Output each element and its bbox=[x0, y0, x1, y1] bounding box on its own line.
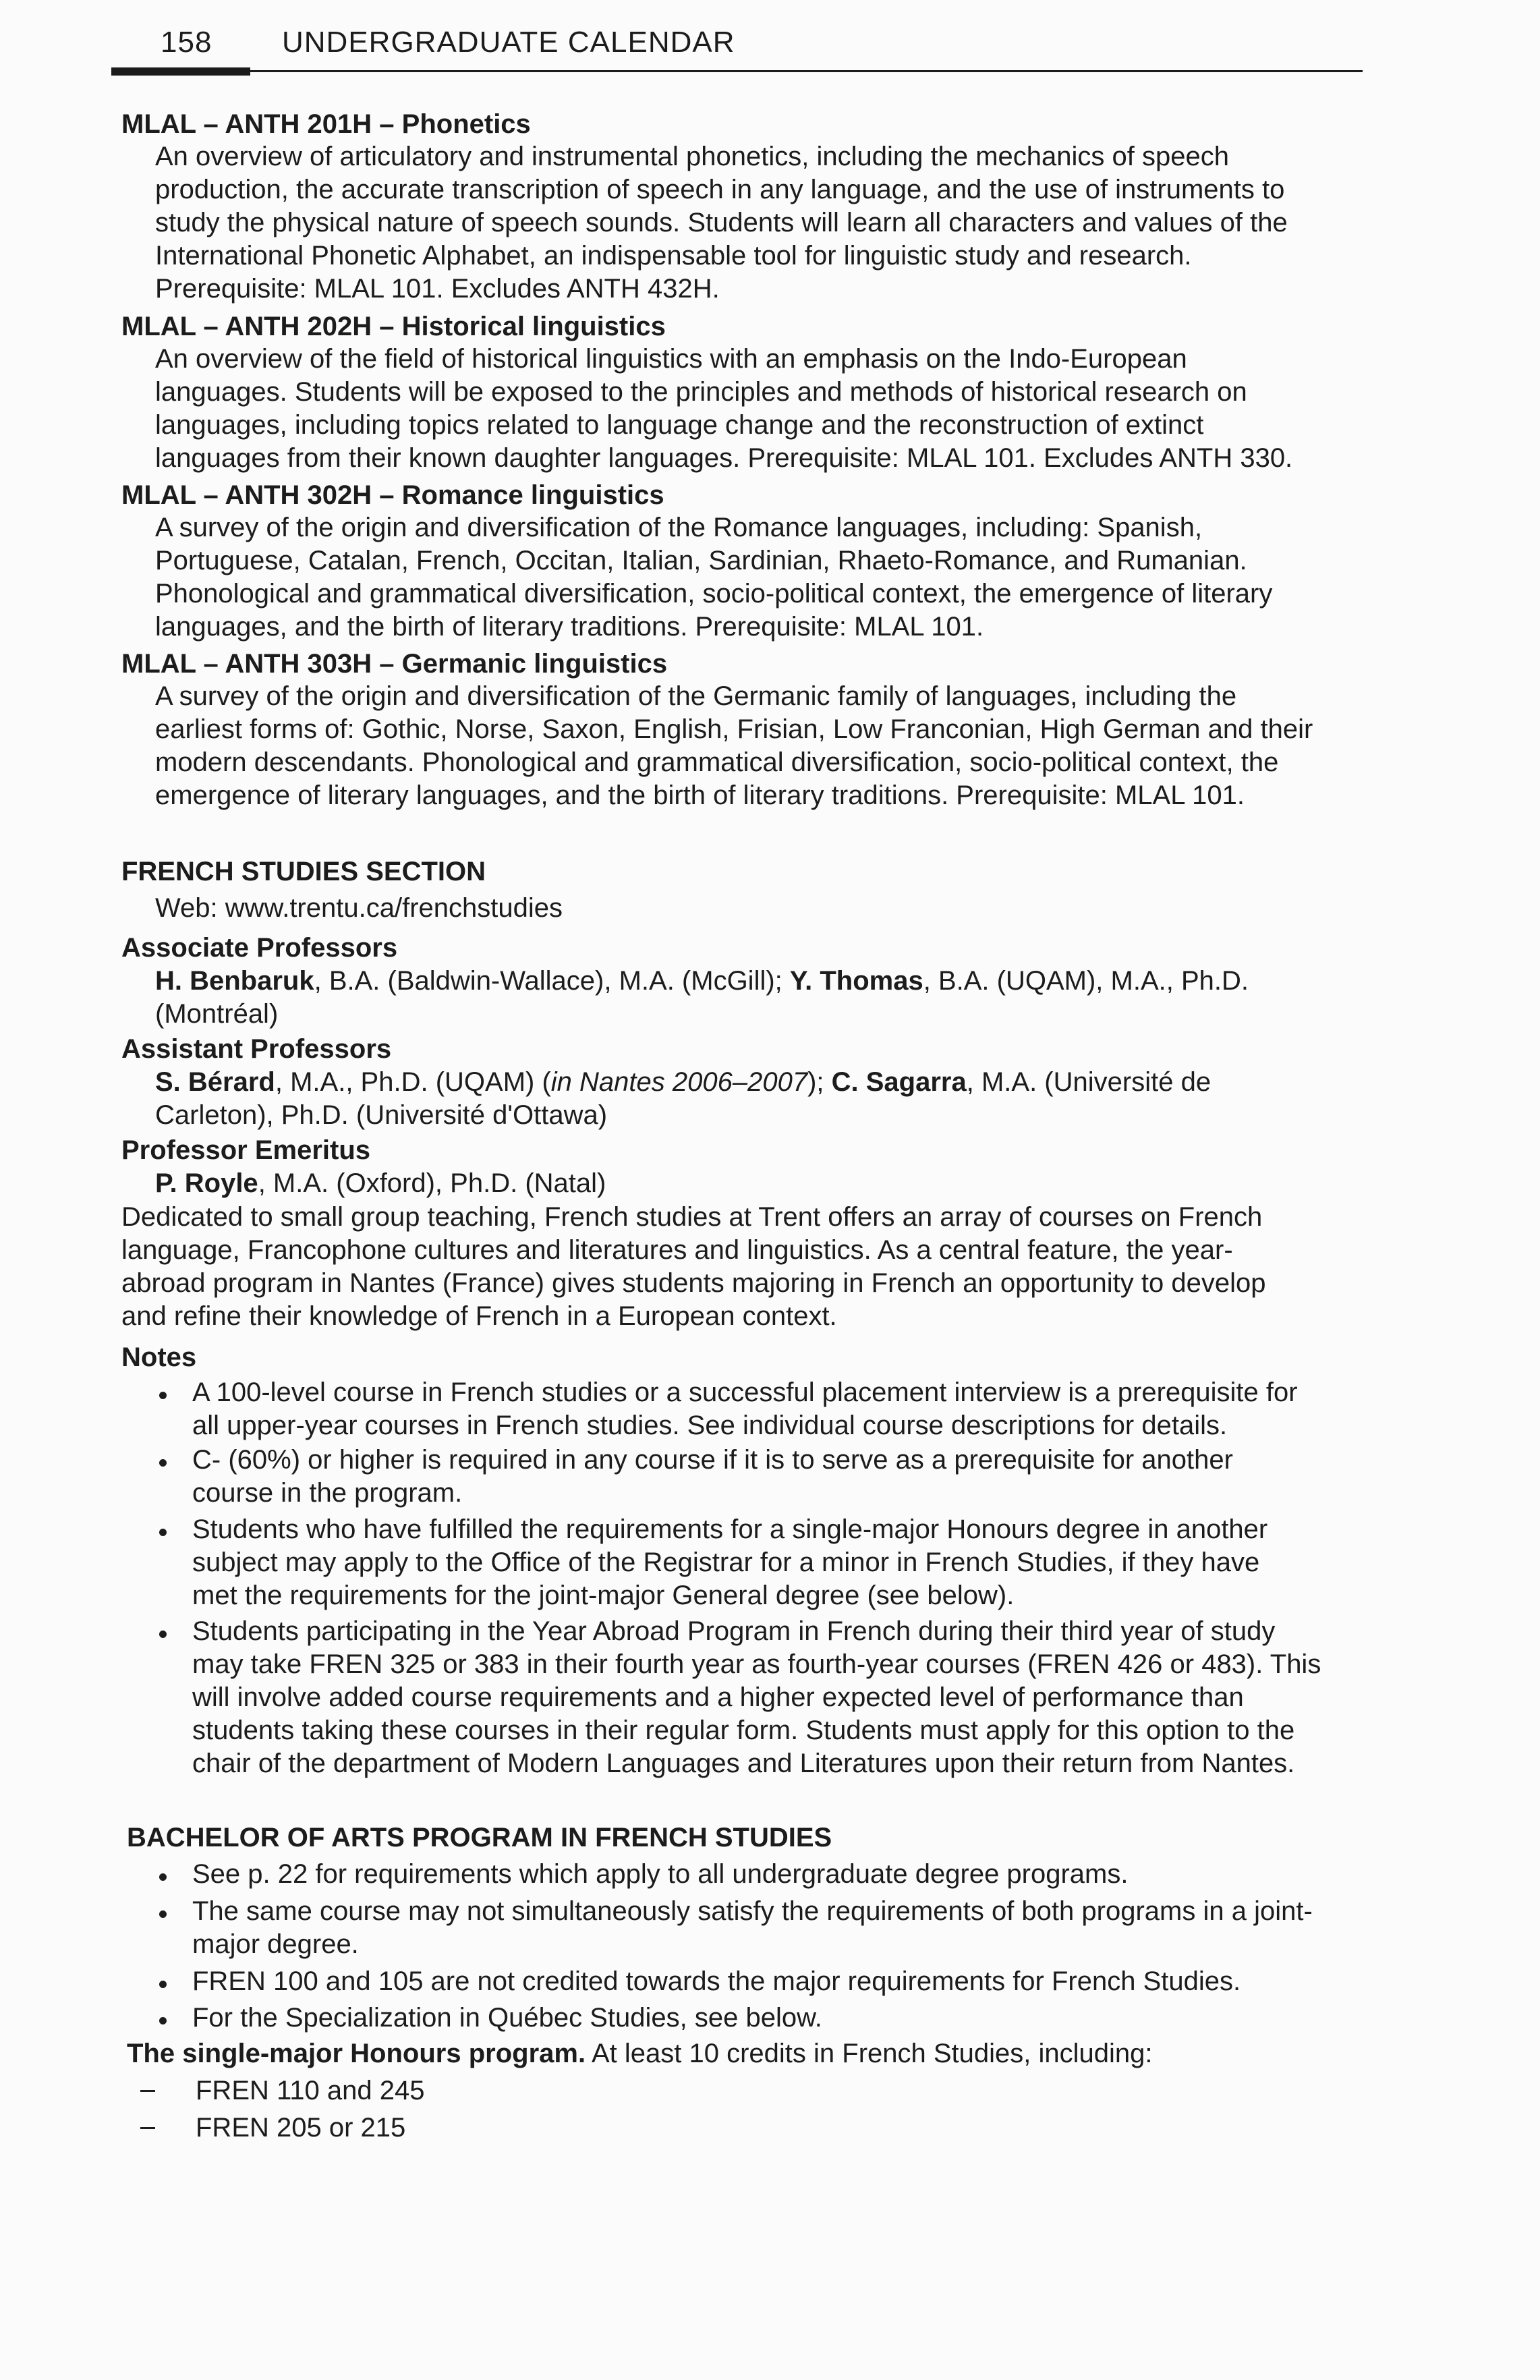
note-line: C- (60%) or higher is required in any course if it is to serve as a prerequisite for another bbox=[192, 1445, 1233, 1475]
header-rule bbox=[111, 70, 1363, 72]
bullet-icon bbox=[159, 1631, 167, 1638]
faculty-entry-continued: (Montréal) bbox=[155, 999, 279, 1029]
faculty-entry-continued: Carleton), Ph.D. (Université d'Ottawa) bbox=[155, 1100, 608, 1130]
program-rule-line: For the Specialization in Québec Studies, see below. bbox=[192, 2003, 822, 2033]
honours-program-intro: The single-major Honours program. At least 10 credits in French Studies, including: bbox=[127, 2039, 1153, 2068]
bullet-icon bbox=[159, 1873, 167, 1881]
course-description-line: production, the accurate transcription of speech in any language, and the use of instruments to bbox=[155, 175, 1285, 204]
note-line: will involve added course requirements and a higher expected level of performance than bbox=[192, 1682, 1244, 1712]
requirement-item: FREN 205 or 215 bbox=[196, 2113, 406, 2143]
dash-bullet-icon bbox=[140, 2127, 155, 2129]
header-rule-accent bbox=[111, 67, 250, 76]
notes-heading: Notes bbox=[121, 1342, 197, 1372]
section-intro-line: language, Francophone cultures and literatures and linguistics. As a central feature, the year- bbox=[121, 1235, 1233, 1265]
bullet-icon bbox=[159, 1529, 167, 1536]
dash-bullet-icon bbox=[140, 2090, 155, 2092]
course-description-line: earliest forms of: Gothic, Norse, Saxon, English, Frisian, Low Franconian, High German and their bbox=[155, 714, 1313, 744]
running-title: UNDERGRADUATE CALENDAR bbox=[282, 26, 735, 59]
faculty-entry: H. Benbaruk, B.A. (Baldwin-Wallace), M.A. (McGill); Y. Thomas, B.A. (UQAM), M.A., Ph.D. bbox=[155, 966, 1249, 996]
bullet-icon bbox=[159, 1981, 167, 1988]
course-description-line: Phonological and grammatical diversification, socio-political context, the emergence of literary bbox=[155, 579, 1273, 608]
faculty-rank-heading: Assistant Professors bbox=[121, 1034, 392, 1064]
course-description-line: languages, including topics related to language change and the reconstruction of extinct bbox=[155, 410, 1204, 440]
section-intro-line: Dedicated to small group teaching, French studies at Trent offers an array of courses on French bbox=[121, 1202, 1263, 1232]
note-line: may take FREN 325 or 383 in their fourth year as fourth-year courses (FREN 426 or 483). This bbox=[192, 1649, 1321, 1679]
course-title: MLAL – ANTH 302H – Romance linguistics bbox=[121, 480, 664, 510]
course-description-line: languages from their known daughter languages. Prerequisite: MLAL 101. Excludes ANTH 330. bbox=[155, 443, 1293, 473]
program-rule-line: See p. 22 for requirements which apply to all undergraduate degree programs. bbox=[192, 1859, 1129, 1889]
course-description-line: A survey of the origin and diversification of the Germanic family of languages, including the bbox=[155, 681, 1237, 711]
note-line: subject may apply to the Office of the Registrar for a minor in French Studies, if they have bbox=[192, 1548, 1260, 1577]
course-description-line: languages. Students will be exposed to the principles and methods of historical research on bbox=[155, 377, 1247, 407]
section-heading: BACHELOR OF ARTS PROGRAM IN FRENCH STUDIES bbox=[127, 1823, 832, 1852]
requirement-item: FREN 110 and 245 bbox=[196, 2076, 425, 2105]
faculty-entry: P. Royle, M.A. (Oxford), Ph.D. (Natal) bbox=[155, 1168, 606, 1198]
course-title: MLAL – ANTH 202H – Historical linguistics bbox=[121, 312, 666, 341]
note-line: chair of the department of Modern Languages and Literatures upon their return from Nantes. bbox=[192, 1749, 1295, 1778]
program-rule-line: major degree. bbox=[192, 1929, 359, 1959]
bullet-icon bbox=[159, 1910, 167, 1918]
bullet-icon bbox=[159, 1459, 167, 1467]
note-line: students taking these courses in their regular form. Students must apply for this option to the bbox=[192, 1716, 1295, 1745]
section-intro-line: and refine their knowledge of French in a European context. bbox=[121, 1301, 837, 1331]
faculty-entry: S. Bérard, M.A., Ph.D. (UQAM) (in Nantes 2006–2007); C. Sagarra, M.A. (Université de bbox=[155, 1067, 1211, 1097]
note-line: met the requirements for the joint-major General degree (see below). bbox=[192, 1581, 1015, 1610]
course-description-line: International Phonetic Alphabet, an indispensable tool for linguistic study and research. bbox=[155, 241, 1192, 271]
course-description-line: modern descendants. Phonological and grammatical diversification, socio-political context, the bbox=[155, 747, 1279, 777]
course-description-line: Portuguese, Catalan, French, Occitan, Italian, Sardinian, Rhaeto-Romance, and Rumanian. bbox=[155, 546, 1247, 575]
note-line: course in the program. bbox=[192, 1478, 463, 1508]
page-number: 158 bbox=[161, 26, 212, 59]
course-description-line: Prerequisite: MLAL 101. Excludes ANTH 432H. bbox=[155, 274, 720, 304]
program-rule-line: FREN 100 and 105 are not credited towards the major requirements for French Studies. bbox=[192, 1966, 1241, 1996]
faculty-rank-heading: Professor Emeritus bbox=[121, 1135, 371, 1165]
program-rule-line: The same course may not simultaneously satisfy the requirements of both programs in a joint- bbox=[192, 1896, 1313, 1926]
faculty-rank-heading: Associate Professors bbox=[121, 933, 398, 963]
course-description-line: study the physical nature of speech sounds. Students will learn all characters and values of the bbox=[155, 208, 1288, 237]
note-line: all upper-year courses in French studies. See individual course descriptions for details. bbox=[192, 1411, 1228, 1440]
section-website: Web: www.trentu.ca/frenchstudies bbox=[155, 893, 563, 923]
section-intro-line: abroad program in Nantes (France) gives students majoring in French an opportunity to develop bbox=[121, 1268, 1266, 1298]
note-line: Students participating in the Year Abroad Program in French during their third year of study bbox=[192, 1616, 1276, 1646]
course-description-line: A survey of the origin and diversification of the Romance languages, including: Spanish, bbox=[155, 513, 1203, 542]
course-description-line: languages, and the birth of literary traditions. Prerequisite: MLAL 101. bbox=[155, 612, 984, 642]
course-description-line: emergence of literary languages, and the birth of literary traditions. Prerequisite: MLAL 101. bbox=[155, 781, 1245, 810]
course-title: MLAL – ANTH 201H – Phonetics bbox=[121, 109, 531, 139]
bullet-icon bbox=[159, 2017, 167, 2024]
note-line: A 100-level course in French studies or a successful placement interview is a prerequisite for bbox=[192, 1378, 1298, 1407]
running-header bbox=[0, 0, 1540, 81]
section-heading: FRENCH STUDIES SECTION bbox=[121, 857, 486, 886]
note-line: Students who have fulfilled the requirements for a single-major Honours degree in another bbox=[192, 1514, 1268, 1544]
course-description-line: An overview of the field of historical linguistics with an emphasis on the Indo-European bbox=[155, 344, 1187, 374]
course-description-line: An overview of articulatory and instrumental phonetics, including the mechanics of speech bbox=[155, 142, 1229, 171]
course-title: MLAL – ANTH 303H – Germanic linguistics bbox=[121, 649, 668, 679]
bullet-icon bbox=[159, 1392, 167, 1399]
